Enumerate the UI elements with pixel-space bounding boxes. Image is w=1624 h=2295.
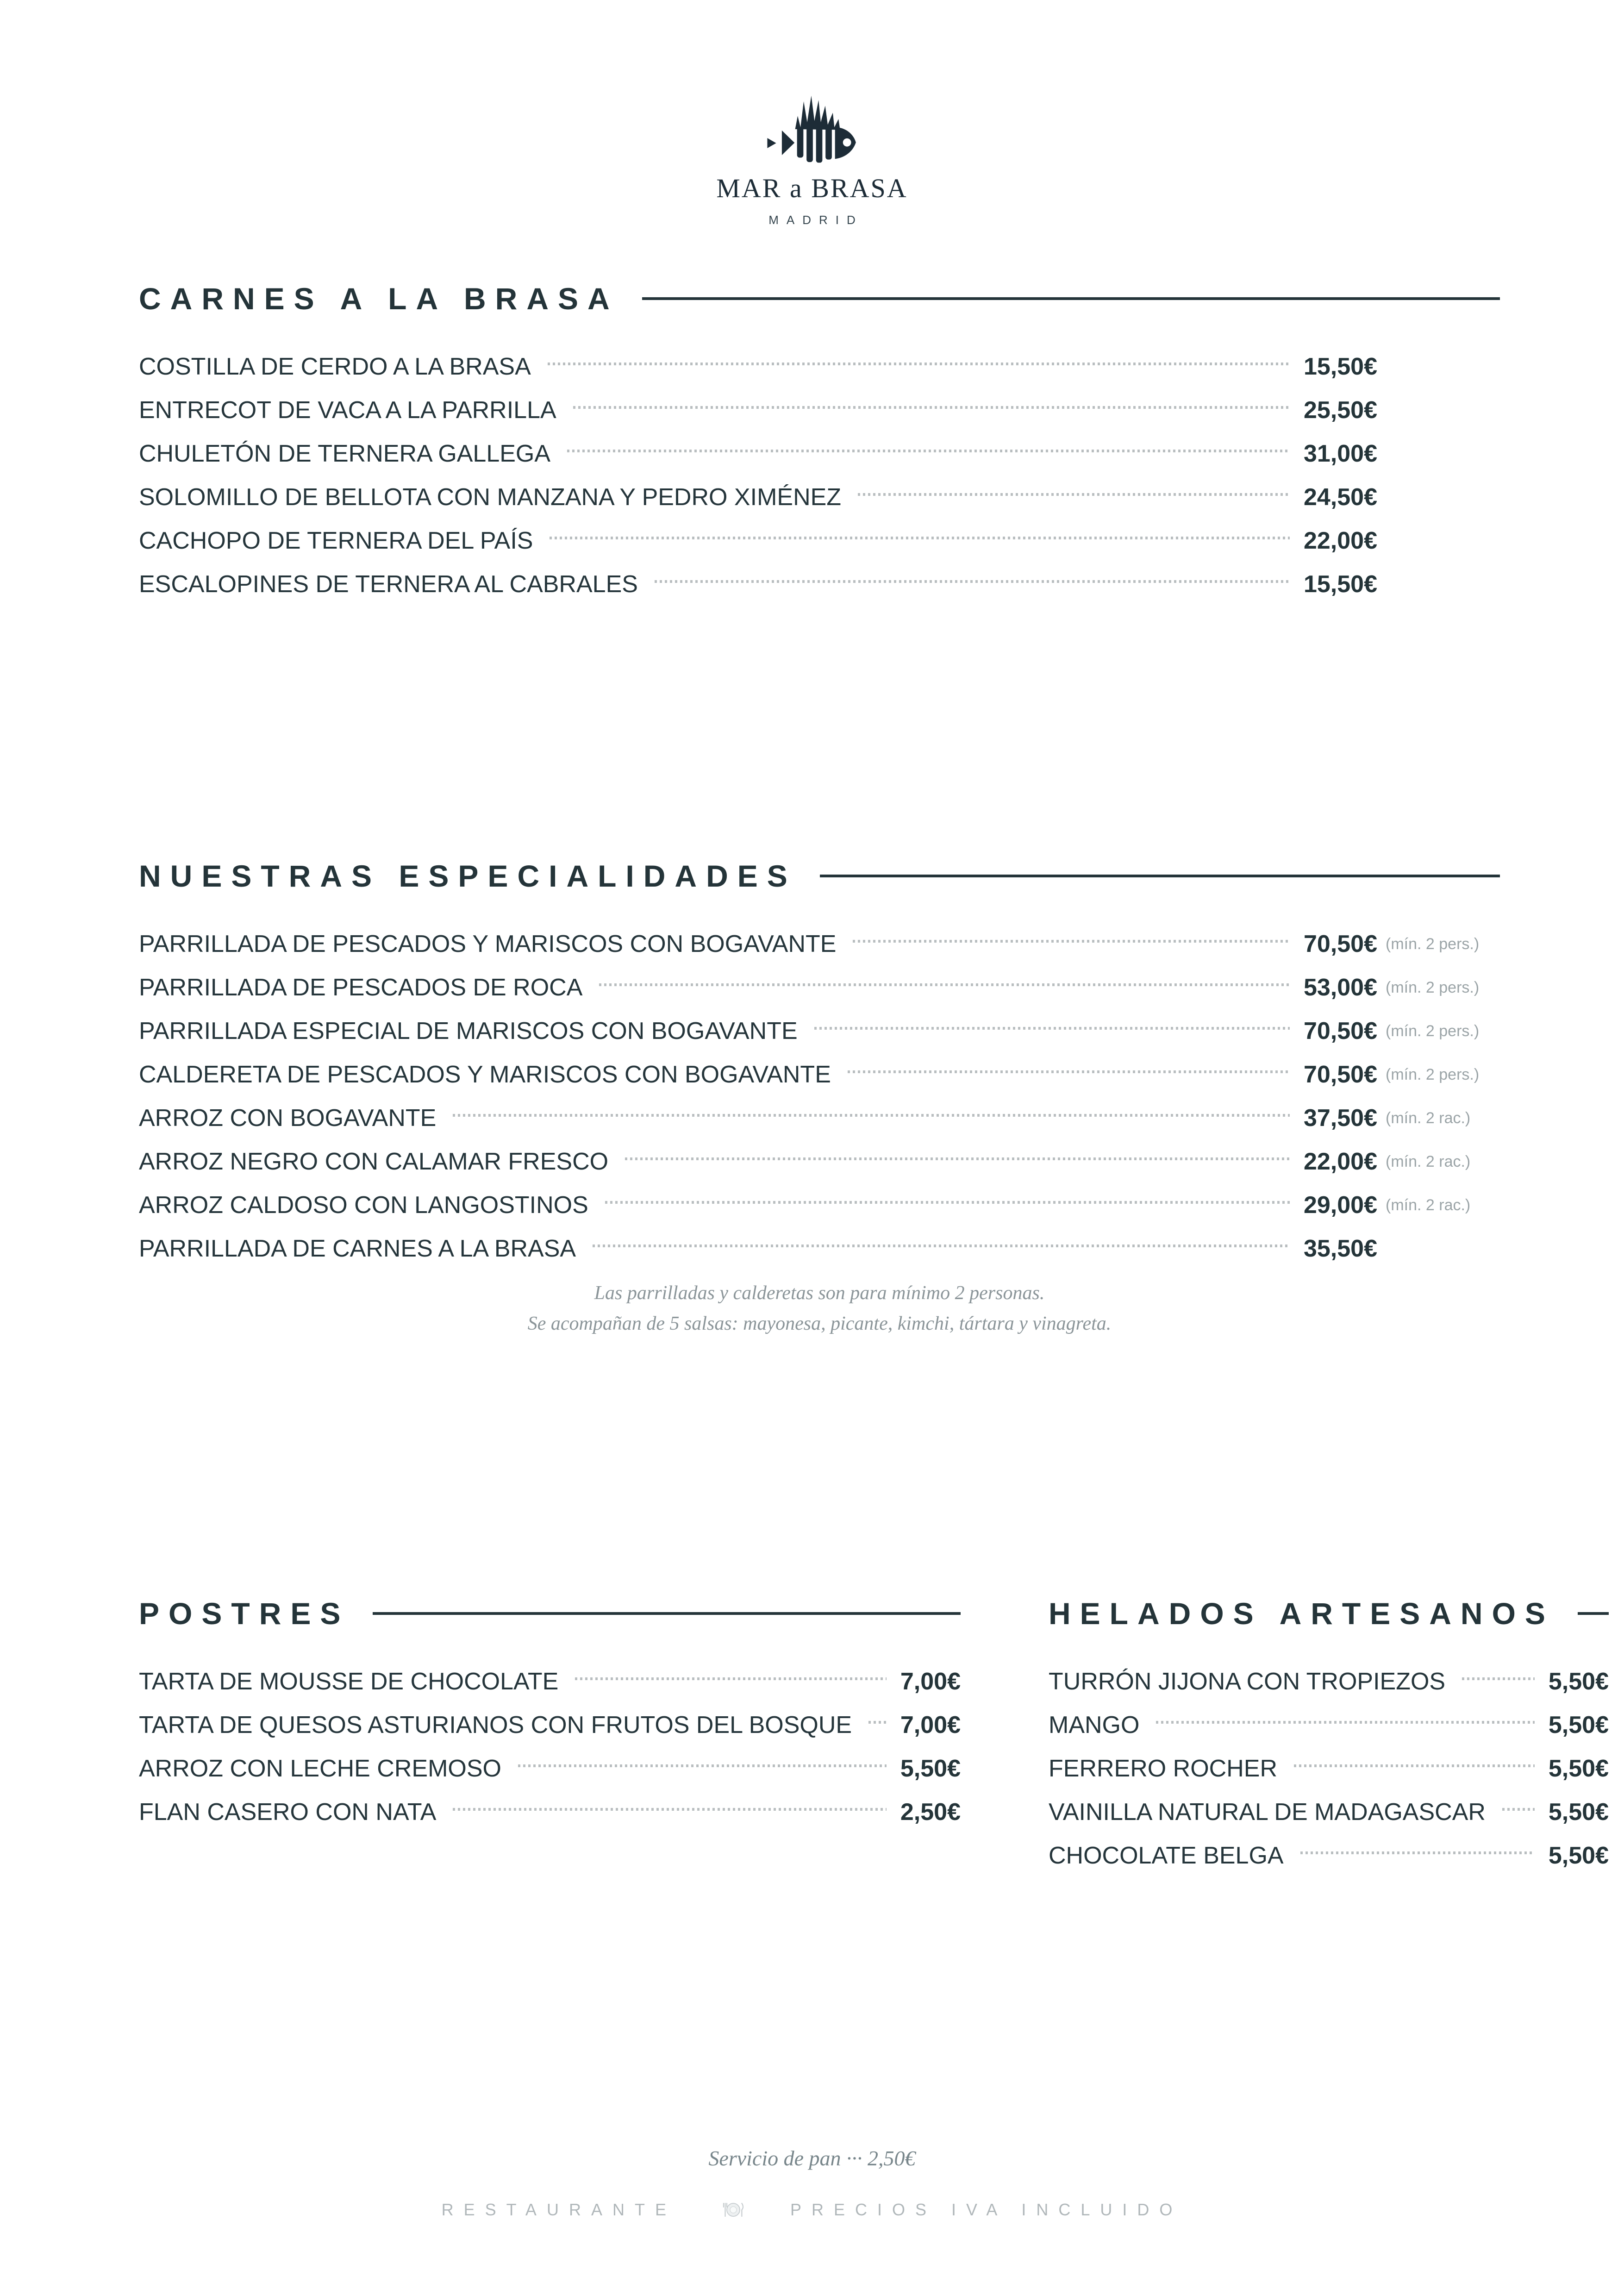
dotted-leader-line: [593, 1244, 1290, 1247]
dotted-leader-line: [625, 1157, 1290, 1160]
item-name: COSTILLA DE CERDO A LA BRASA: [139, 353, 531, 380]
section-title: POSTRES: [139, 1596, 350, 1631]
item-name: ARROZ CON BOGAVANTE: [139, 1105, 437, 1132]
section-nuestras-especialidades: [139, 855, 1500, 1339]
item-name: PARRILLADA DE PESCADOS DE ROCA: [139, 974, 583, 1001]
item-price: 5,50€: [1548, 1842, 1609, 1869]
section-rule-line: [820, 875, 1500, 877]
menu-item-row: [139, 966, 1500, 1009]
dotted-leader-line: [1462, 1677, 1535, 1680]
footer-line: [0, 2200, 1624, 2220]
menu-item-row: [1049, 1703, 1609, 1747]
item-price: 70,50€: [1303, 1018, 1377, 1044]
item-min-note: (mín. 2 pers.): [1386, 978, 1480, 996]
menu-item-row: [139, 1053, 1500, 1096]
item-name: FLAN CASERO CON NATA: [139, 1799, 437, 1826]
menu-item-row: [139, 922, 1500, 966]
footnote-min-persons: Las parrilladas y calderetas son para mínimo 2 personas.: [594, 1282, 1045, 1304]
dotted-leader-line: [1502, 1808, 1535, 1811]
item-price: 15,50€: [1303, 571, 1377, 598]
menu-items-list: [139, 1660, 961, 1834]
menu-item-row: [139, 563, 1500, 606]
dotted-leader-line: [453, 1114, 1290, 1117]
dotted-leader-line: [567, 450, 1290, 452]
section-rule-line: [642, 297, 1500, 300]
item-min-note: (mín. 2 pers.): [1386, 1022, 1480, 1040]
menu-item-row: [139, 1096, 1500, 1140]
item-name: ESCALOPINES DE TERNERA AL CABRALES: [139, 571, 638, 598]
menu-item-row: [139, 1140, 1500, 1183]
item-price: 37,50€: [1303, 1105, 1377, 1132]
item-price: 29,00€: [1303, 1192, 1377, 1219]
item-name: SOLOMILLO DE BELLOTA CON MANZANA Y PEDRO XIMÉNEZ: [139, 484, 842, 511]
item-price: 22,00€: [1303, 527, 1377, 554]
item-min-note: (mín. 2 pers.): [1386, 935, 1480, 953]
menu-item-row: [1049, 1834, 1609, 1877]
item-price: 5,50€: [1548, 1799, 1609, 1826]
dotted-leader-line: [868, 1721, 887, 1724]
menu-items-list: [139, 345, 1500, 606]
brand-name: MAR a BRASA: [716, 173, 908, 203]
dotted-leader-line: [1156, 1721, 1534, 1724]
dotted-leader-line: [1300, 1851, 1535, 1854]
menu-item-row: [139, 475, 1500, 519]
item-min-note: (mín. 2 pers.): [1386, 1065, 1480, 1083]
menu-item-row: [139, 519, 1500, 563]
dotted-leader-line: [573, 406, 1290, 409]
item-price: 70,50€: [1303, 931, 1377, 957]
item-price: 25,50€: [1303, 397, 1377, 424]
section-carnes-a-la-brasa: [139, 278, 1500, 606]
item-price: 35,50€: [1303, 1235, 1377, 1262]
menu-item-row: [139, 388, 1500, 432]
section-rule-line: [1578, 1612, 1609, 1615]
section-helados-artesanos: [1049, 1593, 1609, 1877]
item-price: 2,50€: [900, 1799, 961, 1826]
menu-items-list: [139, 922, 1500, 1270]
item-name: PARRILLADA DE PESCADOS Y MARISCOS CON BOGAVANTE: [139, 931, 837, 957]
item-min-note: (mín. 2 rac.): [1386, 1152, 1471, 1170]
item-price: 5,50€: [900, 1755, 961, 1782]
item-price: 5,50€: [1548, 1712, 1609, 1738]
dotted-leader-line: [655, 580, 1290, 583]
brand-logo: [0, 90, 1624, 227]
menu-item-row: [1049, 1790, 1609, 1834]
section-header: [139, 855, 1500, 897]
item-name: CHULETÓN DE TERNERA GALLEGA: [139, 440, 551, 467]
item-name: VAINILLA NATURAL DE MADAGASCAR: [1049, 1799, 1486, 1826]
section-header: [1049, 1593, 1609, 1634]
section-title: NUESTRAS ESPECIALIDADES: [139, 859, 797, 893]
item-name: CACHOPO DE TERNERA DEL PAÍS: [139, 527, 533, 554]
menu-items-list: [1049, 1660, 1609, 1877]
item-price: 7,00€: [900, 1712, 961, 1738]
restaurant-label: RESTAURANTE: [441, 2200, 676, 2219]
menu-item-row: [139, 1660, 961, 1703]
dotted-leader-line: [518, 1764, 887, 1767]
item-name: ENTRECOT DE VACA A LA PARRILLA: [139, 397, 556, 424]
item-price: 24,50€: [1303, 484, 1377, 511]
item-name: TARTA DE MOUSSE DE CHOCOLATE: [139, 1668, 559, 1695]
item-name: ARROZ CALDOSO CON LANGOSTINOS: [139, 1192, 588, 1219]
section-rule-line: [373, 1612, 961, 1615]
item-price: 5,50€: [1548, 1755, 1609, 1782]
dotted-leader-line: [858, 493, 1290, 496]
item-price: 7,00€: [900, 1668, 961, 1695]
menu-item-row: [139, 1747, 961, 1790]
bread-service-note: Servicio de pan ··· 2,50€: [708, 2146, 916, 2170]
item-name: FERRERO ROCHER: [1049, 1755, 1278, 1782]
item-name: CALDERETA DE PESCADOS Y MARISCOS CON BOGAVANTE: [139, 1061, 831, 1088]
dotted-leader-line: [453, 1808, 886, 1811]
dotted-leader-line: [599, 983, 1290, 986]
footnote-sauces: Se acompañan de 5 salsas: mayonesa, picante, kimchi, tártara y vinagreta.: [527, 1313, 1112, 1334]
menu-item-row: [1049, 1660, 1609, 1703]
item-name: TURRÓN JIJONA CON TROPIEZOS: [1049, 1668, 1446, 1695]
item-price: 31,00€: [1303, 440, 1377, 467]
section-header: [139, 1593, 961, 1634]
item-price: 53,00€: [1303, 974, 1377, 1001]
item-name: PARRILLADA ESPECIAL DE MARISCOS CON BOGAVANTE: [139, 1018, 798, 1044]
item-min-note: (mín. 2 rac.): [1386, 1196, 1471, 1214]
item-name: CHOCOLATE BELGA: [1049, 1842, 1284, 1869]
menu-item-row: [139, 432, 1500, 475]
item-name: ARROZ CON LECHE CREMOSO: [139, 1755, 501, 1782]
menu-item-row: [139, 1009, 1500, 1053]
brand-city: MADRID: [768, 213, 863, 227]
item-price: 70,50€: [1303, 1061, 1377, 1088]
item-name: PARRILLADA DE CARNES A LA BRASA: [139, 1235, 576, 1262]
dotted-leader-line: [548, 363, 1290, 365]
iva-label: PRECIOS IVA INCLUIDO: [790, 2200, 1183, 2219]
dotted-leader-line: [550, 537, 1289, 539]
dotted-leader-line: [848, 1070, 1290, 1073]
dotted-leader-line: [1294, 1764, 1535, 1767]
item-name: TARTA DE QUESOS ASTURIANOS CON FRUTOS DEL BOSQUE: [139, 1712, 852, 1738]
section-header: [139, 278, 1500, 319]
item-price: 15,50€: [1303, 353, 1377, 380]
item-price: 5,50€: [1548, 1668, 1609, 1695]
menu-item-row: [139, 1703, 961, 1747]
item-price: 22,00€: [1303, 1148, 1377, 1175]
fork-knife-plate-icon: [720, 2201, 746, 2218]
menu-item-row: [139, 1227, 1500, 1270]
item-min-note: (mín. 2 rac.): [1386, 1109, 1471, 1127]
menu-item-row: [139, 345, 1500, 388]
section-footnotes: [139, 1278, 1500, 1339]
menu-item-row: [139, 1183, 1500, 1227]
item-name: ARROZ NEGRO CON CALAMAR FRESCO: [139, 1148, 609, 1175]
section-postres: [139, 1593, 961, 1834]
item-name: MANGO: [1049, 1712, 1140, 1738]
menu-item-row: [139, 1790, 961, 1834]
dotted-leader-line: [575, 1677, 887, 1680]
fish-over-flames-icon: [765, 90, 860, 168]
dotted-leader-line: [605, 1201, 1290, 1204]
dotted-leader-line: [853, 940, 1289, 943]
menu-item-row: [1049, 1747, 1609, 1790]
section-title: CARNES A LA BRASA: [139, 281, 619, 316]
section-title: HELADOS ARTESANOS: [1049, 1596, 1555, 1631]
dotted-leader-line: [814, 1027, 1290, 1030]
